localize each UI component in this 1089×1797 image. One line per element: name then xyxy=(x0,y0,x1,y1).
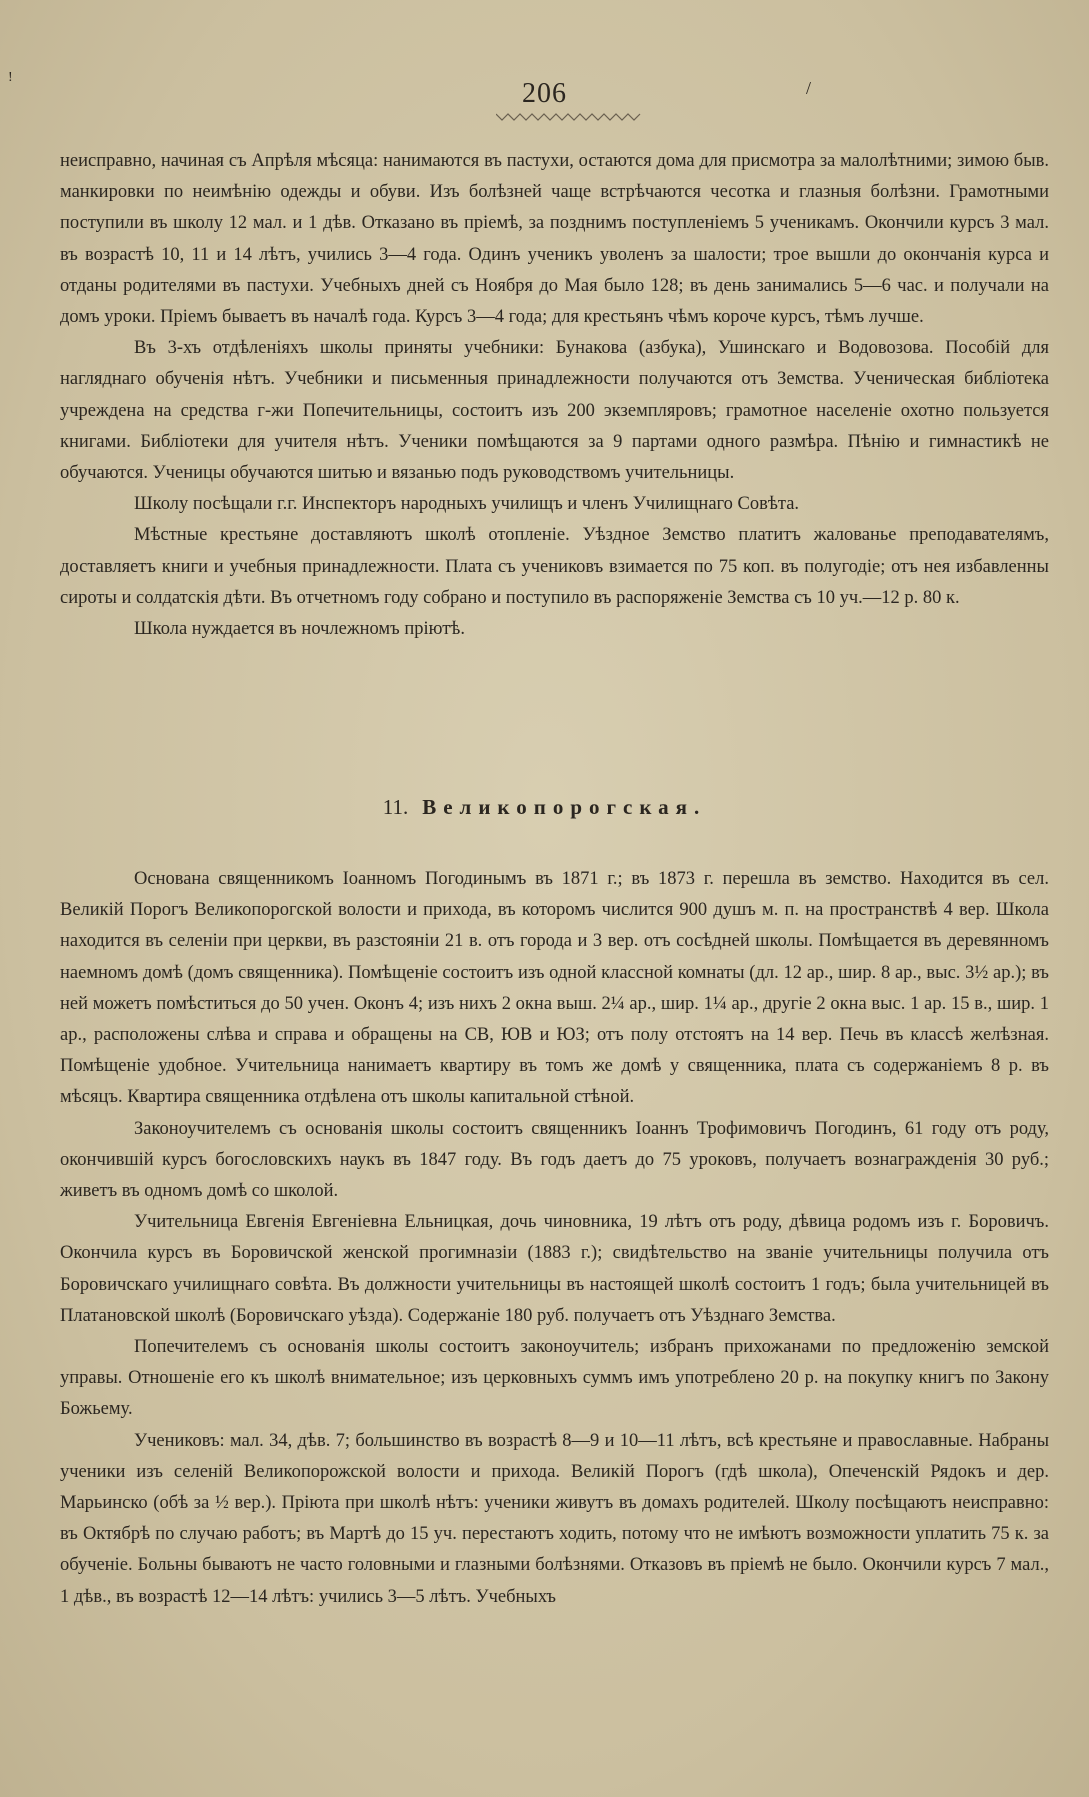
paragraph: Школу посѣщали г.г. Инспекторъ народныхъ училищъ и членъ Училищнаго Совѣта. xyxy=(134,494,800,515)
section-title: Великопорогская. xyxy=(422,795,707,819)
section-heading xyxy=(0,795,1089,820)
paragraph: Учительница Евгенія Евгеніевна Ельницкая, дочь чиновника, 19 лѣтъ отъ роду, дѣвица родомъ изъ г. Боровичъ. Окончила курсъ въ Боровичской женской прогимназіи (1883 г.); свидѣтельство на званіе учительницы получила отъ Боровичскаго училищнаго совѣта. Въ должности учительницы въ настоящей школѣ состоитъ 1 годъ; была учительницей въ Платановской школѣ (Боровичскаго уѣзда). Содержаніе 180 руб. получаетъ отъ Уѣзднаго Земства. xyxy=(60,1212,1049,1326)
paragraph: неисправно, начиная съ Апрѣля мѣсяца: нанимаются въ пастухи, остаются дома для присмотра за малолѣтними; зимою быв. манкировки по неимѣнію одежды и обуви. Изъ болѣзней чаще встрѣчаются чесотка и глазныя болѣзни. Грамотными поступили въ школу 12 мал. и 1 дѣв. Отказано въ пріемѣ, за позднимъ поступленіемъ 5 ученикамъ. Окончили курсъ 3 мал. въ возрастѣ 10, 11 и 14 лѣтъ, учились 3—4 года. Одинъ ученикъ уволенъ за шалости; трое вышли до окончанія курса и отданы родителями въ пастухи. Учебныхъ дней съ Ноября до Мая было 128; въ день занимались 5—6 час. и получали на домъ уроки. Пріемъ бываетъ въ началѣ года. Курсъ 3—4 года; для крестьянъ чѣмъ короче курсъ, тѣмъ лучше. xyxy=(60,151,1049,328)
paragraph: Въ 3-хъ отдѣленіяхъ школы приняты учебники: Бунакова (азбука), Ушинскаго и Водовозова. Пособій для нагляднаго обученія нѣтъ. Учебники и письменныя принадлежности получаются отъ Земства. Ученическая библіотека учреждена на средства г-жи Попечительницы, состоитъ изъ 200 экземпляровъ; грамотное населеніе охотно пользуется книгами. Библіотеки для учителя нѣтъ. Ученики помѣщаются за 9 партами одного размѣра. Пѣнію и гимнастикѣ не обучаются. Ученицы обучаются шитью и вязанью подъ руководствомъ учительницы. xyxy=(60,338,1049,484)
margin-mark-right: / xyxy=(806,78,812,98)
paragraph: Основана священникомъ Іоанномъ Погодинымъ въ 1871 г.; въ 1873 г. перешла въ земство. Находится въ сел. Великій Порогъ Великопорогской волости и прихода, въ которомъ числится 900 душъ м. п. на пространствѣ 4 вер. Школа находится въ селеніи при церкви, въ разстояніи 21 в. отъ города и 3 вер. отъ сосѣдней школы. Помѣщается въ деревянномъ наемномъ домѣ (домъ священника). Помѣщеніе состоитъ изъ одной классной комнаты (дл. 12 ар., шир. 8 ар., выс. 3½ ар.); въ ней можетъ помѣститься до 50 учен. Оконъ 4; изъ нихъ 2 окна выш. 2¼ ар., шир. 1¼ ар., другіе 2 окна выс. 1 ар. 15 в., шир. 1 ар., расположены слѣва и справа и обращены на СВ, ЮВ и ЮЗ; отъ полу отстоятъ на 14 вер. Печь въ классѣ желѣзная. Помѣщеніе удобное. Учительница нанимаетъ квартиру въ томъ же домѣ у священника, плата съ содержаніемъ 8 р. въ мѣсяцъ. Квартира священника отдѣлена отъ школы капитальной стѣной. xyxy=(60,869,1049,1108)
paragraph: Школа нуждается въ ночлежномъ пріютѣ. xyxy=(134,619,465,640)
section1-text xyxy=(60,146,1049,645)
section-number: 11. xyxy=(382,795,409,819)
paragraph: Учениковъ: мал. 34, дѣв. 7; большинство въ возрастѣ 8—9 и 10—11 лѣтъ, всѣ крестьяне и православные. Набраны ученики изъ селеній Великопорожской волости и прихода. Великій Порогъ (гдѣ школа), Опеченскій Рядокъ и дер. Марьинско (обѣ за ½ вер.). Пріюта при школѣ нѣтъ: ученики живутъ въ домахъ родителей. Школу посѣщаютъ неисправно: въ Октябрѣ по случаю работъ; въ Мартѣ до 15 уч. перестаютъ ходить, потому что не имѣютъ возможности уплатить 75 к. за обученіе. Больны бываютъ не часто головными и глазными болѣзнями. Отказовъ въ пріемѣ не было. Окончили курсъ 7 мал., 1 дѣв., въ возрастѣ 12—14 лѣтъ: учились 3—5 лѣтъ. Учебныхъ xyxy=(60,1430,1049,1607)
paragraph: Мѣстные крестьяне доставляютъ школѣ отопленіе. Уѣздное Земство платитъ жалованье преподавателямъ, доставляетъ книги и учебныя принадлежности. Плата съ учениковъ взимается по 75 коп. въ полугодіе; отъ нея избавленны сироты и солдатскія дѣти. Въ отчетномъ году собрано и поступило въ распоряженіе Земства съ 10 уч.—12 р. 80 к. xyxy=(60,525,1049,608)
margin-mark-left: ! xyxy=(8,70,13,85)
page-number: 206 xyxy=(522,78,567,109)
paragraph: Законоучителемъ съ основанія школы состоитъ священникъ Іоаннъ Трофимовичъ Погодинъ, 61 году отъ роду, окончившій курсъ богословскихъ наукъ въ 1847 году. Въ годъ даетъ до 75 уроковъ, получаетъ вознагражденія 30 руб.; живетъ въ одномъ домѣ со школой. xyxy=(60,1118,1049,1202)
ornament-divider xyxy=(496,112,646,122)
paragraph: Попечителемъ съ основанія школы состоитъ законоучитель; избранъ прихожанами по предложенію земской управы. Отношеніе его къ школѣ внимательное; изъ церковныхъ суммъ имъ употреблено 20 р. на покупку книгъ по Закону Божьему. xyxy=(60,1337,1049,1420)
section2-text xyxy=(60,864,1049,1613)
